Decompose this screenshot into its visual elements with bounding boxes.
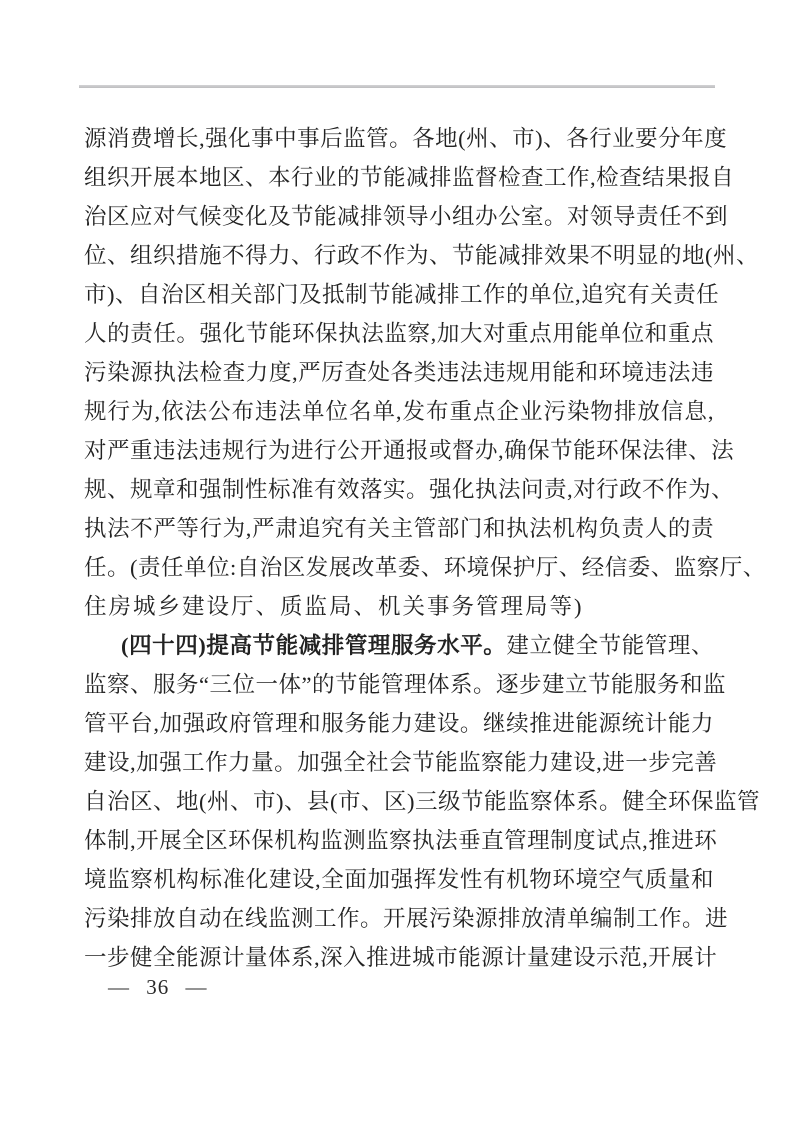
body-text-segment: 建立健全节能管理、 — [506, 633, 714, 658]
text-line: 体制,开展全区环保机构监测监察执法垂直管理制度试点,推进环 — [84, 828, 718, 853]
text-line: 管平台,加强政府管理和服务能力建设。继续推进能源统计能力 — [84, 711, 714, 736]
text-line: 污染源执法检查力度,严厉查处各类违法违规用能和环境违法违 — [84, 360, 714, 385]
text-line: 自治区、地(州、市)、县(市、区)三级节能监察体系。健全环保监管 — [84, 789, 760, 814]
text-line: 组织开展本地区、本行业的节能减排监督检查工作,检查结果报自 — [84, 165, 735, 190]
text-line — [84, 626, 714, 665]
text-line: 治区应对气候变化及节能减排领导小组办公室。对领导责任不到 — [84, 204, 729, 229]
text-line: 执法不严等行为,严肃追究有关主管部门和执法机构负责人的责 — [84, 516, 714, 541]
document-body — [84, 119, 766, 977]
text-line: 住房城乡建设厅、质监局、机关事务管理局等) — [84, 594, 584, 619]
text-line: 源消费增长,强化事中事后监管。各地(州、市)、各行业要分年度 — [84, 126, 728, 151]
text-line: 一步健全能源计量体系,深入推进城市能源计量建设示范,开展计 — [84, 945, 718, 970]
text-line: 市)、自治区相关部门及抵制节能减排工作的单位,追究有关责任 — [84, 282, 720, 307]
text-line: 规、规章和强制性标准有效落实。强化执法问责,对行政不作为、 — [84, 477, 735, 502]
text-line: 位、组织措施不得力、行政不作为、节能减排效果不明显的地(州、 — [84, 243, 759, 268]
page-footer — [84, 972, 714, 1002]
text-line: 任。(责任单位:自治区发展改革委、环境保护厅、经信委、监察厅、 — [84, 555, 766, 580]
text-line: 人的责任。强化节能环保执法监察,加大对重点用能单位和重点 — [84, 321, 714, 346]
text-line: 监察、服务“三位一体”的节能管理体系。逐步建立节能服务和监 — [84, 672, 726, 697]
text-line: 规行为,依法公布违法单位名单,发布重点企业污染物排放信息, — [84, 399, 714, 424]
text-line: 境监察机构标准化建设,全面加强挥发性有机物环境空气质量和 — [84, 867, 714, 892]
header-rule — [79, 85, 715, 88]
page-number: — 36 — — [108, 975, 208, 999]
text-line: 对严重违法违规行为进行公开通报或督办,确保节能环保法律、法 — [84, 438, 735, 463]
item-heading-text: (四十四)提高节能减排管理服务水平。 — [121, 633, 507, 658]
text-line: 建设,加强工作力量。加强全社会节能监察能力建设,进一步完善 — [84, 750, 718, 775]
text-line: 污染排放自动在线监测工作。开展污染源排放清单编制工作。进 — [84, 906, 729, 931]
